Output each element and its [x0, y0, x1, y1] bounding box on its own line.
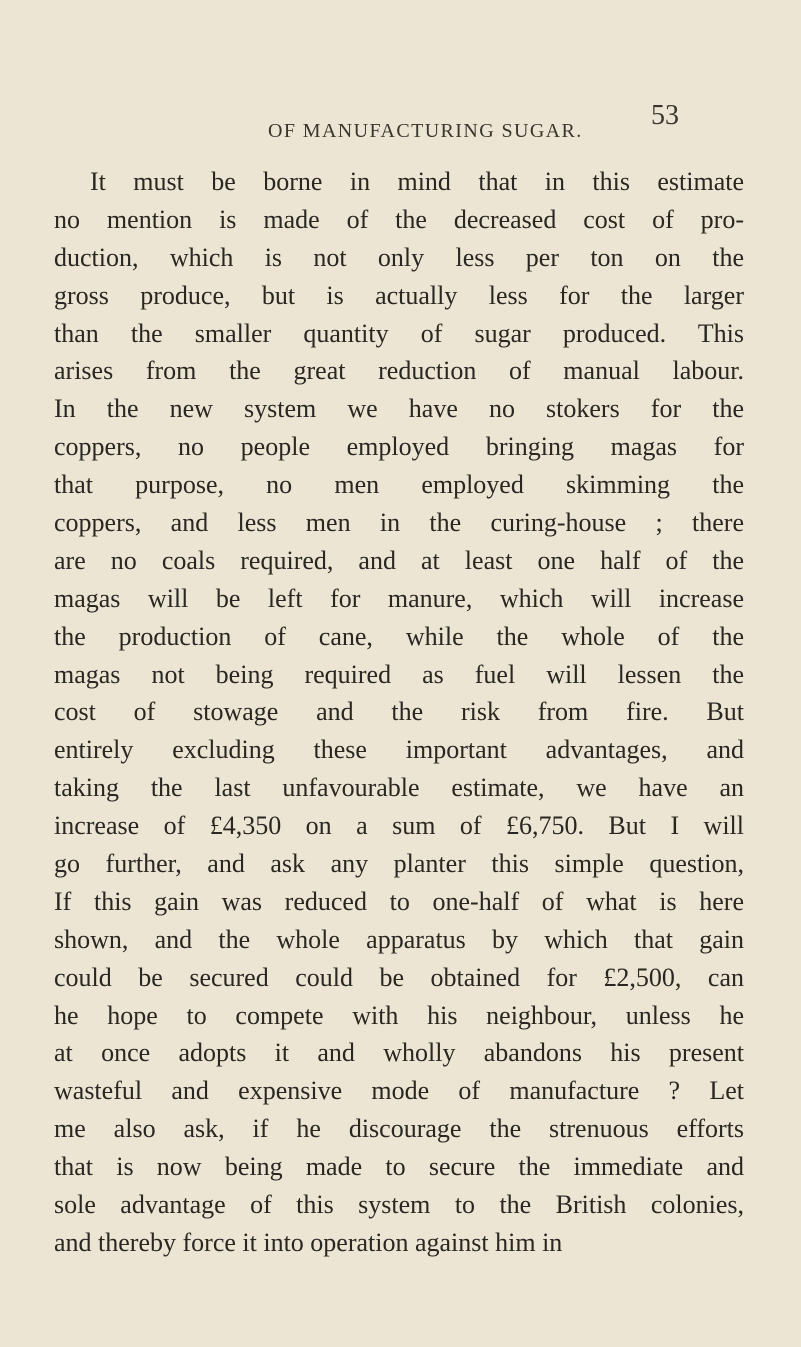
text-line: magas will be left for manure, which will increase — [54, 583, 744, 613]
text-line: that purpose, no men employed skimming the — [54, 470, 744, 500]
text-line: no mention is made of the decreased cost of pro- — [54, 204, 744, 234]
text-line: me also ask, if he discourage the strenuous efforts — [54, 1114, 744, 1144]
text-line: cost of stowage and the risk from fire. But — [54, 697, 744, 727]
text-line: that is now being made to secure the immediate and — [54, 1152, 744, 1182]
text-line: shown, and the whole apparatus by which that gain — [54, 924, 744, 954]
text-line: than the smaller quantity of sugar produced. This — [54, 318, 744, 348]
text-line: entirely excluding these important advantages, and — [54, 735, 744, 765]
text-line: at once adopts it and wholly abandons his present — [54, 1038, 744, 1068]
text-line: he hope to compete with his neighbour, unless he — [54, 1000, 744, 1030]
text-line: duction, which is not only less per ton on the — [54, 242, 744, 272]
text-line: If this gain was reduced to one-half of what is here — [54, 886, 744, 916]
text-line: are no coals required, and at least one half of the — [54, 545, 744, 575]
text-line: and thereby force it into operation against him in — [54, 1227, 563, 1257]
page-number: 53 — [651, 100, 679, 131]
text-line: In the new system we have no stokers for the — [54, 394, 744, 424]
running-head: OF MANUFACTURING SUGAR. — [268, 120, 583, 142]
text-line: go further, and ask any planter this simple question, — [54, 849, 744, 879]
text-line: wasteful and expensive mode of manufacture ? Let — [54, 1076, 744, 1106]
text-line: the production of cane, while the whole of the — [54, 621, 744, 651]
text-line: coppers, and less men in the curing-house ; there — [54, 508, 744, 538]
text-line: It must be borne in mind that in this estimate — [90, 167, 744, 196]
text-line: magas not being required as fuel will lessen the — [54, 659, 744, 689]
text-line: sole advantage of this system to the British colonies, — [54, 1190, 744, 1220]
text-line: could be secured could be obtained for £2,500, can — [54, 962, 744, 992]
body-paragraph — [54, 163, 744, 1262]
text-line: taking the last unfavourable estimate, we have an — [54, 773, 744, 803]
text-line: gross produce, but is actually less for the larger — [54, 280, 744, 310]
text-line: arises from the great reduction of manual labour. — [54, 356, 744, 386]
text-line: coppers, no people employed bringing magas for — [54, 432, 744, 462]
text-line: increase of £4,350 on a sum of £6,750. But I will — [54, 811, 744, 841]
